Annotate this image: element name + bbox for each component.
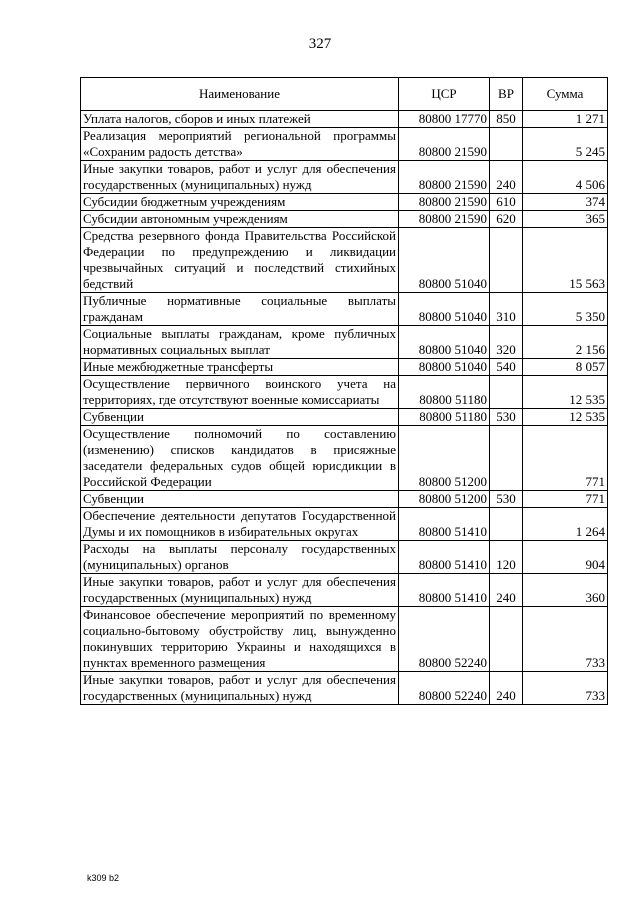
row-sum: 12 535 xyxy=(523,409,608,426)
row-name: Иные закупки товаров, работ и услуг для обеспечения государственных (муниципальных) нужд xyxy=(81,672,399,705)
row-vr xyxy=(490,228,523,293)
row-csr: 80800 51410 xyxy=(399,541,490,574)
row-csr: 80800 21590 xyxy=(399,128,490,161)
table-row xyxy=(81,541,608,574)
page-number: 327 xyxy=(308,36,332,52)
row-sum: 4 506 xyxy=(523,161,608,194)
header-vr: ВР xyxy=(490,78,523,111)
table-row xyxy=(81,128,608,161)
table-row xyxy=(81,508,608,541)
budget-table xyxy=(80,77,608,705)
row-vr: 540 xyxy=(490,359,523,376)
table-row xyxy=(81,194,608,211)
table-row xyxy=(81,211,608,228)
row-sum: 2 156 xyxy=(523,326,608,359)
footer-code: k309 b2 xyxy=(87,873,120,883)
row-name: Иные закупки товаров, работ и услуг для обеспечения государственных (муниципальных) нужд xyxy=(81,161,399,194)
row-csr: 80800 51410 xyxy=(399,574,490,607)
row-vr: 850 xyxy=(490,111,523,128)
row-vr xyxy=(490,376,523,409)
table-row xyxy=(81,491,608,508)
table-row xyxy=(81,111,608,128)
row-name: Субвенции xyxy=(81,491,399,508)
row-name: Иные закупки товаров, работ и услуг для обеспечения государственных (муниципальных) нужд xyxy=(81,574,399,607)
header-csr: ЦСР xyxy=(399,78,490,111)
table-row xyxy=(81,326,608,359)
row-vr xyxy=(490,508,523,541)
row-name: Расходы на выплаты персоналу государственных (муниципальных) органов xyxy=(81,541,399,574)
row-name: Социальные выплаты гражданам, кроме публичных нормативных социальных выплат xyxy=(81,326,399,359)
row-sum: 374 xyxy=(523,194,608,211)
row-sum: 5 245 xyxy=(523,128,608,161)
row-sum: 365 xyxy=(523,211,608,228)
row-name: Финансовое обеспечение мероприятий по временному социально-бытовому обустройству лиц, вынужденно покинувших территорию Украины и находящихся в пунктах временного размещения xyxy=(81,607,399,672)
row-vr: 240 xyxy=(490,161,523,194)
row-sum: 12 535 xyxy=(523,376,608,409)
table-row xyxy=(81,607,608,672)
row-csr: 80800 17770 xyxy=(399,111,490,128)
row-csr: 80800 21590 xyxy=(399,161,490,194)
row-sum: 5 350 xyxy=(523,293,608,326)
row-sum: 15 563 xyxy=(523,228,608,293)
row-name: Осуществление первичного воинского учета на территориях, где отсутствуют военные комиссариаты xyxy=(81,376,399,409)
row-csr: 80800 51180 xyxy=(399,376,490,409)
row-vr: 530 xyxy=(490,491,523,508)
row-csr: 80800 51200 xyxy=(399,426,490,491)
row-name: Иные межбюджетные трансферты xyxy=(81,359,399,376)
table-header-row xyxy=(81,78,608,111)
row-name: Субвенции xyxy=(81,409,399,426)
table-row xyxy=(81,672,608,705)
table-row xyxy=(81,426,608,491)
row-vr: 120 xyxy=(490,541,523,574)
row-name: Уплата налогов, сборов и иных платежей xyxy=(81,111,399,128)
row-name: Осуществление полномочий по составлению (изменению) списков кандидатов в присяжные заседатели федеральных судов общей юрисдикции в Российской Федерации xyxy=(81,426,399,491)
row-csr: 80800 52240 xyxy=(399,607,490,672)
row-csr: 80800 21590 xyxy=(399,194,490,211)
row-vr: 320 xyxy=(490,326,523,359)
row-csr: 80800 21590 xyxy=(399,211,490,228)
row-vr xyxy=(490,607,523,672)
row-vr: 530 xyxy=(490,409,523,426)
row-vr: 310 xyxy=(490,293,523,326)
row-csr: 80800 51040 xyxy=(399,293,490,326)
row-sum: 733 xyxy=(523,672,608,705)
row-sum: 8 057 xyxy=(523,359,608,376)
row-sum: 360 xyxy=(523,574,608,607)
row-name: Обеспечение деятельности депутатов Государственной Думы и их помощников в избирательных округах xyxy=(81,508,399,541)
header-sum: Сумма xyxy=(523,78,608,111)
row-name: Реализация мероприятий региональной программы «Сохраним радость детства» xyxy=(81,128,399,161)
row-sum: 733 xyxy=(523,607,608,672)
row-name: Средства резервного фонда Правительства Российской Федерации по предупреждению и ликвидации чрезвычайных ситуаций и последствий стихийных бедствий xyxy=(81,228,399,293)
row-name: Публичные нормативные социальные выплаты гражданам xyxy=(81,293,399,326)
table-row xyxy=(81,228,608,293)
header-name: Наименование xyxy=(81,78,399,111)
row-csr: 80800 51040 xyxy=(399,228,490,293)
row-sum: 1 271 xyxy=(523,111,608,128)
row-csr: 80800 51180 xyxy=(399,409,490,426)
row-vr xyxy=(490,426,523,491)
table-row xyxy=(81,574,608,607)
table-row xyxy=(81,293,608,326)
row-vr: 620 xyxy=(490,211,523,228)
table-row xyxy=(81,409,608,426)
row-sum: 771 xyxy=(523,426,608,491)
row-sum: 904 xyxy=(523,541,608,574)
row-csr: 80800 51200 xyxy=(399,491,490,508)
row-name: Субсидии автономным учреждениям xyxy=(81,211,399,228)
row-vr xyxy=(490,128,523,161)
table-row xyxy=(81,161,608,194)
row-csr: 80800 52240 xyxy=(399,672,490,705)
row-vr: 240 xyxy=(490,672,523,705)
row-sum: 1 264 xyxy=(523,508,608,541)
table-row xyxy=(81,359,608,376)
row-name: Субсидии бюджетным учреждениям xyxy=(81,194,399,211)
row-vr: 240 xyxy=(490,574,523,607)
table-row xyxy=(81,376,608,409)
row-csr: 80800 51040 xyxy=(399,326,490,359)
row-csr: 80800 51040 xyxy=(399,359,490,376)
row-csr: 80800 51410 xyxy=(399,508,490,541)
row-vr: 610 xyxy=(490,194,523,211)
row-sum: 771 xyxy=(523,491,608,508)
